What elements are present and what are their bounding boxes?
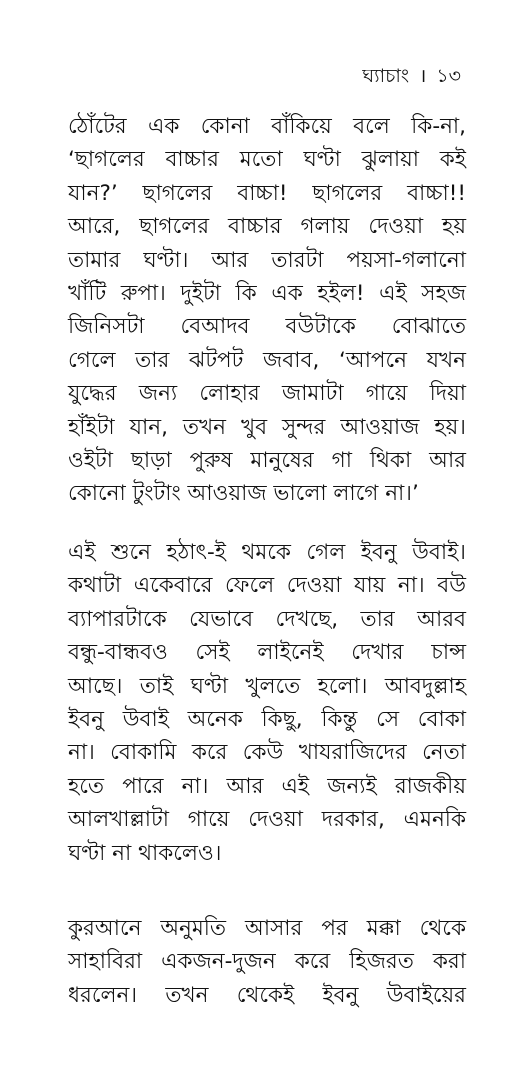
text-line: না। বোকামি করে কেউ খাযরাজিদের নেতা — [68, 740, 466, 766]
paragraph-1 — [68, 110, 466, 511]
text-line: ব্যাপারটাকে যেভাবে দেখছে, তার আরব — [68, 606, 466, 632]
text-line: সাহাবিরা একজন-দুজন করে হিজরত করা — [68, 949, 466, 975]
text-line: আলখাল্লাটা গায়ে দেওয়া দরকার, এমনকি — [68, 807, 466, 833]
text-line: আছে। তাই ঘণ্টা খুলতে হলো। আবদুল্লাহ — [68, 673, 466, 699]
text-line: আরে, ছাগলের বাচ্চার গলায় দেওয়া হয় — [68, 214, 466, 240]
text-line: ঘণ্টা না থাকলেও। — [68, 840, 222, 866]
text-line: জিনিসটা বেআদব বউটাকে বোঝাতে — [68, 314, 466, 340]
text-line: যান?’ ছাগলের বাচ্চা! ছাগলের বাচ্চা!! — [68, 180, 466, 206]
page-number: ১৩ — [436, 65, 461, 87]
text-line: খাঁটি রুপা। দুইটা কি এক হইল! এই সহজ — [68, 280, 466, 306]
text-line: বন্ধু-বান্ধবও সেই লাইনেই দেখার চান্স — [68, 640, 466, 666]
book-title: ঘ্যাচাং — [362, 65, 410, 87]
paragraph-3 — [68, 912, 466, 1012]
text-line: কুরআনে অনুমতি আসার পর মক্কা থেকে — [68, 916, 466, 941]
text-line: যুদ্ধের জন্য লোহার জামাটা গায়ে দিয়া — [68, 381, 466, 407]
text-line: এই শুনে হঠাৎ-ই থমকে গেল ইবনু উবাই। — [68, 540, 466, 565]
text-line: ধরলেন। তখন থেকেই ইবনু উবাইয়ের — [68, 982, 466, 1008]
header-separator: । — [419, 65, 427, 87]
text-line: ইবনু উবাই অনেক কিছু, কিন্তু সে বোকা — [68, 706, 466, 732]
text-line: গেলে তার ঝটপট জবাব, ‘আপনে যখন — [68, 347, 466, 373]
text-line: তামার ঘণ্টা। আর তারটা পয়সা-গলানো — [68, 247, 466, 273]
text-line: কোনো টুংটাং আওয়াজ ভালো লাগে না।’ — [68, 481, 419, 507]
text-line: ঠোঁটের এক কোনা বাঁকিয়ে বলে কি-না, — [68, 114, 466, 139]
running-header — [362, 64, 461, 88]
text-line: কথাটা একেবারে ফেলে দেওয়া যায় না। বউ — [68, 573, 466, 599]
text-line: ‘ছাগলের বাচ্চার মতো ঘণ্টা ঝুলায়া কই — [68, 147, 466, 173]
text-line: ওইটা ছাড়া পুরুষ মানুষের গা থিকা আর — [68, 447, 466, 473]
text-line: হাঁইটা যান, তখন খুব সুন্দর আওয়াজ হয়। — [68, 414, 466, 440]
text-line: হতে পারে না। আর এই জন্যই রাজকীয় — [68, 773, 466, 799]
paragraph-2 — [68, 536, 466, 870]
